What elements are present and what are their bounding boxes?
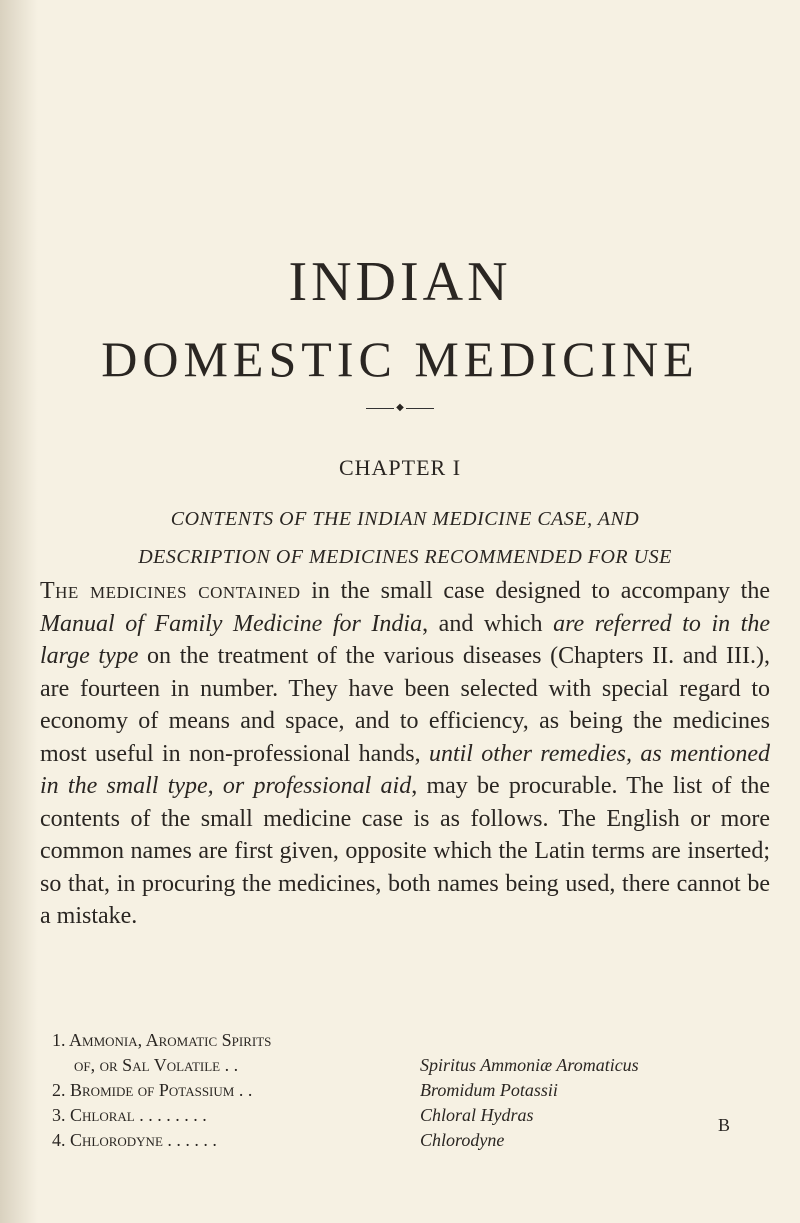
paragraph-text-1: in the small case designed to accompany the <box>300 578 770 604</box>
medicine-english-name: 3. Chloral . . . . . . . . <box>52 1105 207 1125</box>
chapter-heading: CHAPTER I <box>338 455 462 480</box>
medicine-english-name: 1. Ammonia, Aromatic Spirits <box>52 1030 272 1050</box>
medicine-english-name: 2. Bromide of Potassium . . <box>52 1080 253 1100</box>
subtitle-line-2: DESCRIPTION OF MEDICINES RECOMMENDED FOR USE <box>138 546 672 568</box>
ornament-line-right <box>406 408 434 409</box>
subtitle-line-1: CONTENTS OF THE INDIAN MEDICINE CASE, AND <box>170 508 640 530</box>
medicine-list <box>52 1028 772 1153</box>
signature-mark: B <box>718 1115 731 1135</box>
chapter-subtitle <box>40 500 770 576</box>
list-item <box>52 1028 772 1053</box>
title-line-2: DOMESTIC MEDICINE <box>101 331 699 387</box>
medicine-latin-name: Spiritus Ammoniæ Aromaticus <box>420 1055 639 1075</box>
list-item <box>52 1078 772 1103</box>
emphasis-2: until other remedies, as mentioned in the small type, or professional aid <box>40 740 770 799</box>
list-item <box>52 1053 772 1078</box>
medicine-english-name: 4. Chlorodyne . . . . . . <box>52 1130 217 1150</box>
diamond-icon: ◆ <box>396 402 404 413</box>
page-gutter-shadow <box>0 0 38 1223</box>
paragraph-lead: The medicines contained <box>40 578 301 604</box>
intro-paragraph <box>40 575 770 933</box>
list-item <box>52 1103 772 1128</box>
medicine-latin-name: Chloral Hydras <box>420 1105 534 1125</box>
book-title: Manual of Family Medicine for India <box>40 610 423 637</box>
paragraph-text-2: , and which <box>422 610 554 637</box>
title-line-1: INDIAN <box>288 251 512 313</box>
emphasis-1: are referred to in the large type <box>40 610 770 669</box>
list-item <box>52 1128 772 1153</box>
medicine-english-name: of, or Sal Volatile . . <box>74 1055 239 1075</box>
paragraph-text-4: , may be procurable. The list of the contents of the small medicine case is as follows. The English or more common names are first given, opposite which the Latin terms are inserted; so that, in procuring the medicines, both names being used, there cannot be a mistake. <box>40 773 770 929</box>
ornament-line-left <box>366 408 394 409</box>
paragraph-text-3: on the treatment of the various diseases (Chapters II. and III.), are fourteen in number. They have been selected with special regard to economy of means and space, and to efficiency, as being the medicines most useful in non-professional hands, <box>40 643 770 767</box>
medicine-latin-name: Bromidum Potassii <box>420 1080 558 1100</box>
medicine-latin-name: Chlorodyne <box>420 1130 505 1150</box>
ornament-rule <box>0 400 800 416</box>
